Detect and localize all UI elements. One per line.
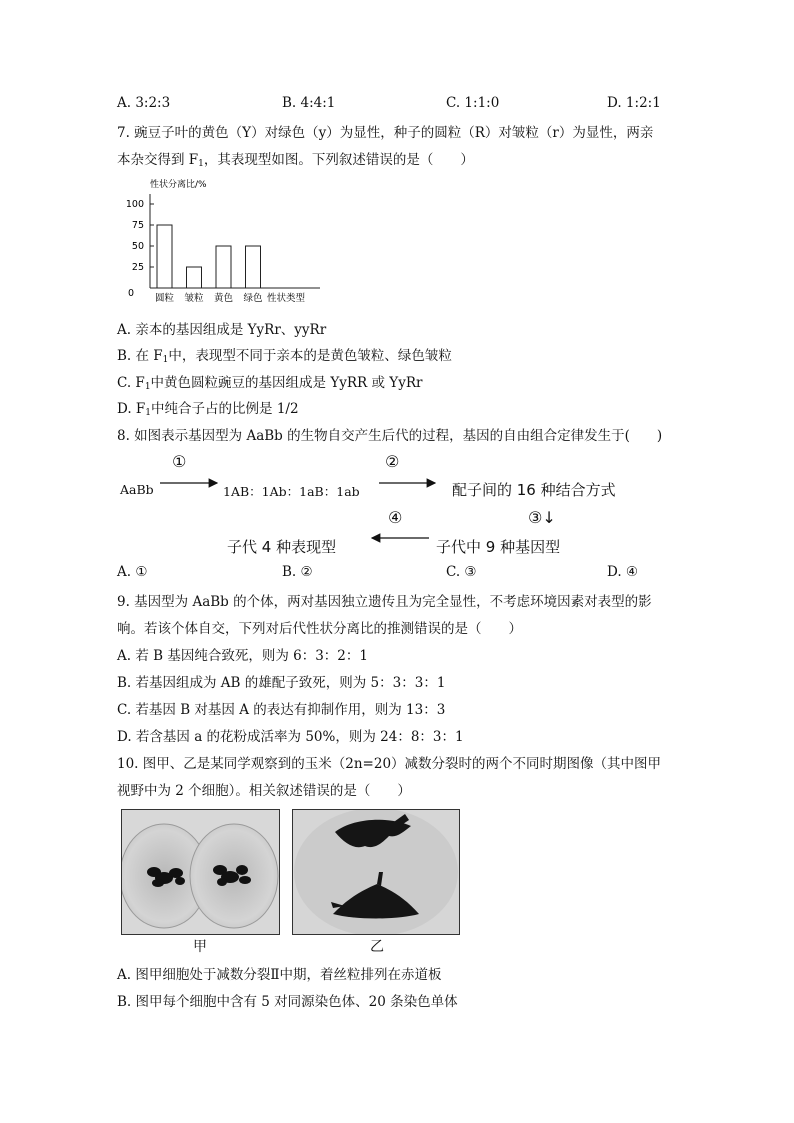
q8-option-a: A. ① bbox=[117, 564, 148, 580]
micrograph-yi bbox=[292, 809, 460, 935]
q7-stem-line1: 7. 豌豆子叶的黄色（Y）对绿色（y）为显性，种子的圆粒（R）对皱粒（r）为显性，两亲 bbox=[117, 125, 654, 141]
q7-option-c: C. $F_1$中黄色圆粒豌豆的基因组成是 YyRR 或 YyRr bbox=[117, 375, 423, 392]
chart-xlabel: 性状类型 bbox=[267, 293, 306, 304]
step-3-label: ③↓ bbox=[528, 508, 556, 527]
q8-option-c: C. ③ bbox=[446, 564, 477, 580]
step-1-label: ① bbox=[172, 452, 187, 471]
q9-option-d: D. 若含基因 a 的花粉成活率为 50%，则为 24：8：3：1 bbox=[117, 729, 464, 745]
bar-绿色 bbox=[246, 246, 261, 288]
q6-option-d: D. 1:2:1 bbox=[607, 95, 661, 111]
q9-stem-line1: 9. 基因型为 AaBb 的个体，两对基因独立遗传且为完全显性，不考虑环境因素对表型的影 bbox=[117, 594, 652, 610]
q6-option-c: C. 1:1:0 bbox=[446, 95, 500, 111]
y-tick-label: 100 bbox=[125, 199, 144, 210]
q10-stem-line2: 视野中为 2 个细胞）。相关叙述错误的是（ ） bbox=[117, 783, 411, 799]
flow-gametes: 1AB：1Ab：1aB：1ab bbox=[223, 484, 360, 499]
q7-option-a: A. 亲本的基因组成是 YyRr、yyRr bbox=[117, 322, 327, 338]
q8-option-d: D. ④ bbox=[607, 564, 639, 580]
y-tick-label: 50 bbox=[131, 241, 144, 252]
q9-option-a: A. 若 B 基因纯合致死，则为 6：3：2：1 bbox=[117, 648, 368, 664]
bar-圆粒 bbox=[157, 225, 172, 288]
caption-jia: 甲 bbox=[193, 939, 207, 955]
q10-option-b: B. 图甲每个细胞中含有 5 对同源染色体、20 条染色单体 bbox=[117, 994, 458, 1010]
q9-option-b: B. 若基因组成为 AB 的雄配子致死，则为 5：3：3：1 bbox=[117, 675, 446, 691]
q9-stem-line2: 响。若该个体自交，下列对后代性状分离比的推测错误的是（ ） bbox=[117, 621, 522, 637]
q8-flow-diagram bbox=[117, 448, 677, 558]
flow-combinations: 配子间的 16 种结合方式 bbox=[452, 481, 616, 499]
q7-bar-chart bbox=[120, 172, 330, 308]
step-4-label: ④ bbox=[388, 508, 403, 527]
x-category-label: 绿色 bbox=[243, 293, 263, 304]
y-tick-label: 75 bbox=[131, 220, 144, 231]
chart-ylabel: 性状分离比/% bbox=[150, 180, 207, 190]
flow-phenotypes: 子代 4 种表现型 bbox=[227, 538, 337, 556]
q10-option-a: A. 图甲细胞处于减数分裂Ⅱ中期，着丝粒排列在赤道板 bbox=[117, 967, 442, 983]
q10-stem-line1: 10. 图甲、乙是某同学观察到的玉米（2n=20）减数分裂时的两个不同时期图像（其中图甲 bbox=[117, 756, 662, 772]
micrograph-jia bbox=[121, 809, 280, 935]
chart-x-categories bbox=[155, 292, 263, 304]
q6-option-b: B. 4:4:1 bbox=[282, 95, 336, 111]
step-2-label: ② bbox=[385, 452, 400, 471]
chart-bars bbox=[157, 225, 261, 288]
x-category-label: 皱粒 bbox=[184, 293, 204, 304]
bar-黄色 bbox=[216, 246, 231, 288]
caption-yi: 乙 bbox=[370, 939, 384, 955]
q7-stem-line2: 本杂交得到 $F_1$，其表现型如图。下列叙述错误的是（ ） bbox=[117, 152, 474, 169]
q8-option-b: B. ② bbox=[282, 564, 313, 580]
q6-option-a: A. 3:2:3 bbox=[117, 95, 171, 111]
q9-option-c: C. 若基因 B 对基因 A 的表达有抑制作用，则为 13：3 bbox=[117, 702, 446, 718]
q8-stem: 8. 如图表示基因型为 AaBb 的生物自交产生后代的过程，基因的自由组合定律发生于( ) bbox=[117, 428, 663, 444]
x-category-label: 圆粒 bbox=[154, 293, 175, 304]
y-tick-label: 25 bbox=[131, 262, 144, 273]
bar-皱粒 bbox=[187, 267, 202, 288]
q7-option-b: B. 在 $F_1$中，表现型不同于亲本的是黄色皱粒、绿色皱粒 bbox=[117, 348, 452, 365]
q7-option-d: D. $F_1$中纯合子占的比例是 1/2 bbox=[117, 401, 299, 418]
x-category-label: 黄色 bbox=[213, 293, 234, 304]
y-tick-label: 0 bbox=[127, 288, 134, 299]
flow-start: AaBb bbox=[120, 482, 154, 497]
flow-genotypes: 子代中 9 种基因型 bbox=[436, 538, 561, 556]
